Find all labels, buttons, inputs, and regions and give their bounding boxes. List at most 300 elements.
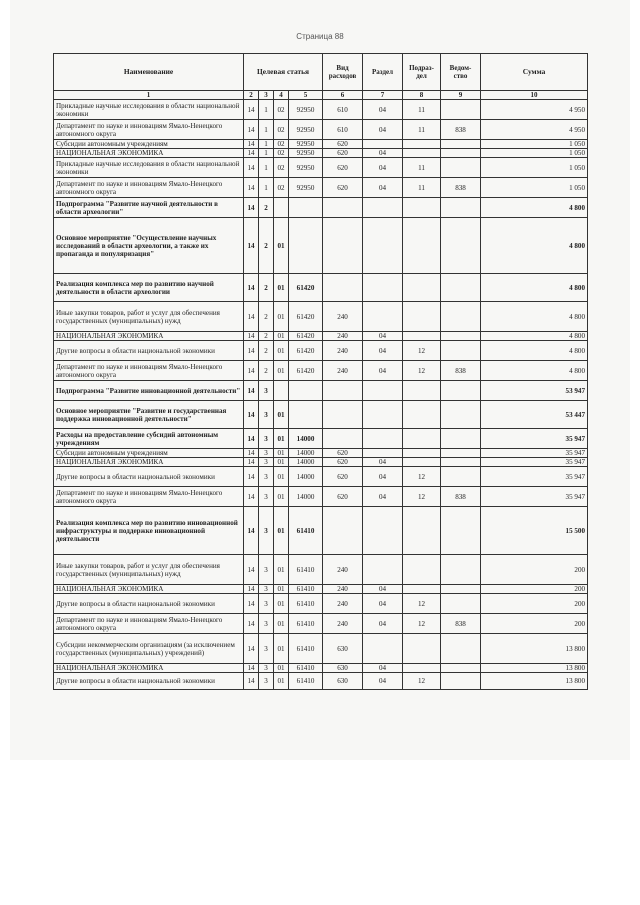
table-row: [54, 487, 588, 507]
row-name: Субсидии автономным учреждениям: [54, 449, 244, 458]
row-name: НАЦИОНАЛЬНАЯ ЭКОНОМИКА: [54, 458, 244, 467]
section-code: 04: [363, 467, 403, 487]
section-code: 04: [363, 487, 403, 507]
section-code: [363, 429, 403, 449]
department-code: [441, 332, 481, 341]
col-number: 6: [323, 91, 363, 100]
department-code: 838: [441, 614, 481, 634]
target-code-1: 14: [244, 381, 259, 401]
target-code-2: 3: [259, 449, 274, 458]
expense-type: [323, 218, 363, 274]
department-code: [441, 594, 481, 614]
subsection-code: [403, 140, 441, 149]
amount: 4 950: [481, 120, 588, 140]
amount: 200: [481, 614, 588, 634]
amount: 200: [481, 594, 588, 614]
target-code-1: 14: [244, 274, 259, 302]
target-code-1: 14: [244, 614, 259, 634]
subsection-code: 12: [403, 594, 441, 614]
section-code: [363, 555, 403, 585]
target-code-3: 01: [274, 429, 289, 449]
amount: 35 947: [481, 429, 588, 449]
row-name: Другие вопросы в области национальной экономики: [54, 467, 244, 487]
target-code-3: 01: [274, 507, 289, 555]
table-row: [54, 507, 588, 555]
target-code-2: 2: [259, 218, 274, 274]
target-code-3: 01: [274, 487, 289, 507]
subsection-code: [403, 664, 441, 673]
row-name: Расходы на предоставление субсидий автономным учреждениям: [54, 429, 244, 449]
target-code-4: 61410: [289, 507, 323, 555]
table-row: [54, 614, 588, 634]
expense-type: [323, 381, 363, 401]
target-code-2: 3: [259, 614, 274, 634]
department-code: 838: [441, 487, 481, 507]
expense-type: 620: [323, 149, 363, 158]
expense-type: 630: [323, 664, 363, 673]
amount: 200: [481, 555, 588, 585]
table-row: [54, 429, 588, 449]
expense-type: 610: [323, 120, 363, 140]
header-target: Целевая статья: [244, 54, 323, 91]
subsection-code: 12: [403, 673, 441, 690]
table-header-row: [54, 54, 588, 91]
subsection-code: [403, 401, 441, 429]
department-code: [441, 198, 481, 218]
row-name: Прикладные научные исследования в области национальной экономики: [54, 158, 244, 178]
target-code-4: 92950: [289, 158, 323, 178]
amount: 4 800: [481, 218, 588, 274]
header-vid: Вид расходов: [323, 54, 363, 91]
subsection-code: [403, 198, 441, 218]
amount: 35 947: [481, 487, 588, 507]
section-code: 04: [363, 341, 403, 361]
target-code-4: 61420: [289, 332, 323, 341]
amount: 4 800: [481, 361, 588, 381]
section-code: [363, 140, 403, 149]
target-code-2: 2: [259, 198, 274, 218]
amount: 4 800: [481, 274, 588, 302]
table-row: [54, 100, 588, 120]
row-name: Основное мероприятие "Развитие и государственная поддержка инновационной деятельности": [54, 401, 244, 429]
col-number: 4: [274, 91, 289, 100]
subsection-code: [403, 585, 441, 594]
expense-type: 620: [323, 140, 363, 149]
target-code-2: 3: [259, 585, 274, 594]
table-row: [54, 341, 588, 361]
expense-type: 240: [323, 614, 363, 634]
target-code-4: 92950: [289, 100, 323, 120]
target-code-1: 14: [244, 673, 259, 690]
section-code: [363, 507, 403, 555]
department-code: 838: [441, 361, 481, 381]
target-code-1: 14: [244, 401, 259, 429]
section-code: 04: [363, 664, 403, 673]
target-code-2: 3: [259, 429, 274, 449]
target-code-2: 3: [259, 507, 274, 555]
target-code-4: 14000: [289, 449, 323, 458]
header-razdel: Раздел: [363, 54, 403, 91]
target-code-3: 01: [274, 361, 289, 381]
target-code-3: 01: [274, 467, 289, 487]
target-code-3: 01: [274, 218, 289, 274]
table-row: [54, 149, 588, 158]
expense-type: [323, 507, 363, 555]
table-row: [54, 555, 588, 585]
amount: 35 947: [481, 458, 588, 467]
expense-type: 240: [323, 332, 363, 341]
amount: 200: [481, 585, 588, 594]
section-code: 04: [363, 158, 403, 178]
table-row: [54, 449, 588, 458]
target-code-4: 92950: [289, 149, 323, 158]
target-code-1: 14: [244, 664, 259, 673]
target-code-4: 14000: [289, 458, 323, 467]
target-code-4: 14000: [289, 467, 323, 487]
subsection-code: 11: [403, 120, 441, 140]
row-name: Подпрограмма "Развитие инновационной деятельности": [54, 381, 244, 401]
target-code-2: 1: [259, 140, 274, 149]
expense-type: 240: [323, 594, 363, 614]
table-row: [54, 302, 588, 332]
department-code: [441, 381, 481, 401]
page-number-label: Страница 88: [296, 32, 344, 41]
target-code-2: 1: [259, 178, 274, 198]
expense-type: 240: [323, 302, 363, 332]
table-row: [54, 673, 588, 690]
table-row: [54, 120, 588, 140]
subsection-code: [403, 634, 441, 664]
target-code-3: 01: [274, 673, 289, 690]
col-number: 3: [259, 91, 274, 100]
subsection-code: [403, 381, 441, 401]
table-row: [54, 585, 588, 594]
target-code-3: 01: [274, 594, 289, 614]
target-code-2: 1: [259, 100, 274, 120]
row-name: Субсидии некоммерческим организациям (за исключением государственных (муниципальных) учреждений): [54, 634, 244, 664]
target-code-3: 02: [274, 120, 289, 140]
row-name: Департамент по науке и инновациям Ямало-Ненецкого автономного округа: [54, 361, 244, 381]
target-code-2: 3: [259, 664, 274, 673]
target-code-4: 61410: [289, 673, 323, 690]
subsection-code: [403, 149, 441, 158]
target-code-3: 02: [274, 100, 289, 120]
target-code-4: 61410: [289, 555, 323, 585]
section-code: 04: [363, 361, 403, 381]
col-number: 8: [403, 91, 441, 100]
department-code: [441, 149, 481, 158]
row-name: Другие вопросы в области национальной экономики: [54, 594, 244, 614]
department-code: [441, 585, 481, 594]
target-code-1: 14: [244, 467, 259, 487]
target-code-3: 01: [274, 555, 289, 585]
department-code: [441, 302, 481, 332]
target-code-2: 3: [259, 673, 274, 690]
row-name: Другие вопросы в области национальной экономики: [54, 673, 244, 690]
target-code-1: 14: [244, 149, 259, 158]
subsection-code: 11: [403, 158, 441, 178]
target-code-1: 14: [244, 555, 259, 585]
target-code-2: 2: [259, 302, 274, 332]
target-code-2: 1: [259, 149, 274, 158]
section-code: 04: [363, 149, 403, 158]
target-code-1: 14: [244, 218, 259, 274]
amount: 13 800: [481, 664, 588, 673]
section-code: 04: [363, 594, 403, 614]
section-code: [363, 302, 403, 332]
expense-type: [323, 401, 363, 429]
table-row: [54, 458, 588, 467]
target-code-3: 01: [274, 401, 289, 429]
expense-type: 240: [323, 555, 363, 585]
row-name: Основное мероприятие "Осуществление научных исследований в области археологии, а также их пропаганда и популяризация": [54, 218, 244, 274]
section-code: [363, 198, 403, 218]
table-row: [54, 664, 588, 673]
section-code: 04: [363, 585, 403, 594]
section-code: 04: [363, 614, 403, 634]
col-number: 10: [481, 91, 588, 100]
section-code: [363, 218, 403, 274]
target-code-3: 01: [274, 634, 289, 664]
department-code: [441, 555, 481, 585]
target-code-3: 01: [274, 332, 289, 341]
table-row: [54, 178, 588, 198]
department-code: [441, 673, 481, 690]
subsection-code: [403, 507, 441, 555]
row-name: НАЦИОНАЛЬНАЯ ЭКОНОМИКА: [54, 585, 244, 594]
department-code: [441, 140, 481, 149]
amount: 15 500: [481, 507, 588, 555]
target-code-4: 61410: [289, 664, 323, 673]
department-code: [441, 341, 481, 361]
subsection-code: [403, 302, 441, 332]
expense-type: 240: [323, 341, 363, 361]
section-code: 04: [363, 178, 403, 198]
target-code-1: 14: [244, 634, 259, 664]
table-row: [54, 634, 588, 664]
amount: 1 050: [481, 149, 588, 158]
subsection-code: 12: [403, 361, 441, 381]
amount: 53 947: [481, 381, 588, 401]
department-code: [441, 467, 481, 487]
expense-type: 620: [323, 158, 363, 178]
row-name: Субсидии автономным учреждениям: [54, 140, 244, 149]
target-code-1: 14: [244, 120, 259, 140]
header-podrazdel: Подраз-дел: [403, 54, 441, 91]
row-name: Другие вопросы в области национальной экономики: [54, 341, 244, 361]
column-number-row: [54, 91, 588, 100]
amount: 53 447: [481, 401, 588, 429]
target-code-2: 3: [259, 487, 274, 507]
row-name: Реализация комплекса мер по развитию научной деятельности в области археологии: [54, 274, 244, 302]
target-code-4: 61420: [289, 302, 323, 332]
target-code-1: 14: [244, 332, 259, 341]
target-code-1: 14: [244, 158, 259, 178]
department-code: [441, 449, 481, 458]
target-code-4: 14000: [289, 429, 323, 449]
subsection-code: [403, 332, 441, 341]
target-code-4: 61410: [289, 634, 323, 664]
amount: 4 800: [481, 341, 588, 361]
col-number: 1: [54, 91, 244, 100]
target-code-4: 61410: [289, 585, 323, 594]
section-code: 04: [363, 458, 403, 467]
expense-type: 620: [323, 487, 363, 507]
target-code-3: [274, 381, 289, 401]
table-row: [54, 361, 588, 381]
section-code: [363, 381, 403, 401]
section-code: [363, 634, 403, 664]
department-code: 838: [441, 120, 481, 140]
subsection-code: 11: [403, 178, 441, 198]
target-code-4: 92950: [289, 140, 323, 149]
expense-type: [323, 274, 363, 302]
subsection-code: 12: [403, 341, 441, 361]
row-name: Подпрограмма "Развитие научной деятельности в области археологии": [54, 198, 244, 218]
target-code-4: [289, 381, 323, 401]
expense-type: [323, 198, 363, 218]
target-code-2: 2: [259, 341, 274, 361]
target-code-4: [289, 401, 323, 429]
col-number: 9: [441, 91, 481, 100]
target-code-1: 14: [244, 100, 259, 120]
target-code-2: 3: [259, 401, 274, 429]
amount: 4 950: [481, 100, 588, 120]
col-number: 2: [244, 91, 259, 100]
target-code-2: 3: [259, 594, 274, 614]
subsection-code: [403, 274, 441, 302]
target-code-2: 3: [259, 458, 274, 467]
expense-type: 240: [323, 361, 363, 381]
department-code: [441, 274, 481, 302]
department-code: [441, 429, 481, 449]
amount: 13 800: [481, 634, 588, 664]
table-row: [54, 140, 588, 149]
header-summa: Сумма: [481, 54, 588, 91]
target-code-2: 2: [259, 332, 274, 341]
subsection-code: [403, 218, 441, 274]
section-code: 04: [363, 120, 403, 140]
department-code: [441, 634, 481, 664]
table-row: [54, 594, 588, 614]
target-code-4: 92950: [289, 120, 323, 140]
target-code-3: 01: [274, 274, 289, 302]
target-code-1: 14: [244, 449, 259, 458]
col-number: 7: [363, 91, 403, 100]
expense-type: 620: [323, 178, 363, 198]
table-body: [54, 100, 588, 690]
target-code-2: 3: [259, 555, 274, 585]
target-code-1: 14: [244, 507, 259, 555]
subsection-code: [403, 458, 441, 467]
target-code-4: 61420: [289, 341, 323, 361]
amount: 13 800: [481, 673, 588, 690]
row-name: Реализация комплекса мер по развитию инновационной инфраструктуры и поддержке инновационной деятельности: [54, 507, 244, 555]
subsection-code: 12: [403, 467, 441, 487]
department-code: [441, 458, 481, 467]
section-code: [363, 401, 403, 429]
table-row: [54, 332, 588, 341]
subsection-code: 12: [403, 487, 441, 507]
target-code-2: 2: [259, 274, 274, 302]
target-code-3: 01: [274, 341, 289, 361]
target-code-1: 14: [244, 140, 259, 149]
expense-type: 610: [323, 100, 363, 120]
section-code: [363, 449, 403, 458]
target-code-1: 14: [244, 458, 259, 467]
row-name: НАЦИОНАЛЬНАЯ ЭКОНОМИКА: [54, 332, 244, 341]
target-code-1: 14: [244, 594, 259, 614]
expense-type: [323, 429, 363, 449]
target-code-1: 14: [244, 585, 259, 594]
department-code: [441, 158, 481, 178]
row-name: Иные закупки товаров, работ и услуг для обеспечения государственных (муниципальных) нужд: [54, 302, 244, 332]
target-code-3: 02: [274, 178, 289, 198]
target-code-3: 01: [274, 585, 289, 594]
amount: 4 800: [481, 198, 588, 218]
target-code-3: 01: [274, 302, 289, 332]
section-code: 04: [363, 100, 403, 120]
col-number: 5: [289, 91, 323, 100]
row-name: НАЦИОНАЛЬНАЯ ЭКОНОМИКА: [54, 149, 244, 158]
subsection-code: [403, 429, 441, 449]
amount: 4 800: [481, 332, 588, 341]
target-code-1: 14: [244, 361, 259, 381]
row-name: НАЦИОНАЛЬНАЯ ЭКОНОМИКА: [54, 664, 244, 673]
target-code-1: 14: [244, 178, 259, 198]
expense-type: 620: [323, 467, 363, 487]
amount: 1 050: [481, 140, 588, 149]
header-vedomstvo: Ведом-ство: [441, 54, 481, 91]
expense-type: 240: [323, 585, 363, 594]
department-code: [441, 100, 481, 120]
subsection-code: 12: [403, 614, 441, 634]
subsection-code: [403, 449, 441, 458]
amount: 35 947: [481, 467, 588, 487]
table-row: [54, 274, 588, 302]
target-code-1: 14: [244, 429, 259, 449]
target-code-3: 02: [274, 149, 289, 158]
target-code-4: 61420: [289, 274, 323, 302]
target-code-2: 2: [259, 361, 274, 381]
target-code-1: 14: [244, 302, 259, 332]
department-code: [441, 507, 481, 555]
target-code-4: 61410: [289, 614, 323, 634]
expense-type: 630: [323, 634, 363, 664]
target-code-3: 01: [274, 458, 289, 467]
table-row: [54, 467, 588, 487]
section-code: [363, 274, 403, 302]
target-code-4: 61420: [289, 361, 323, 381]
expense-type: 630: [323, 673, 363, 690]
department-code: [441, 664, 481, 673]
target-code-2: 1: [259, 158, 274, 178]
department-code: [441, 218, 481, 274]
amount: 35 947: [481, 449, 588, 458]
row-name: Прикладные научные исследования в области национальной экономики: [54, 100, 244, 120]
row-name: Департамент по науке и инновациям Ямало-Ненецкого автономного округа: [54, 178, 244, 198]
header-name: Наименование: [54, 54, 244, 91]
target-code-1: 14: [244, 341, 259, 361]
amount: 1 050: [481, 158, 588, 178]
target-code-3: [274, 198, 289, 218]
target-code-2: 3: [259, 381, 274, 401]
target-code-1: 14: [244, 198, 259, 218]
table-row: [54, 158, 588, 178]
target-code-4: [289, 198, 323, 218]
row-name: Иные закупки товаров, работ и услуг для обеспечения государственных (муниципальных) нужд: [54, 555, 244, 585]
department-code: [441, 401, 481, 429]
